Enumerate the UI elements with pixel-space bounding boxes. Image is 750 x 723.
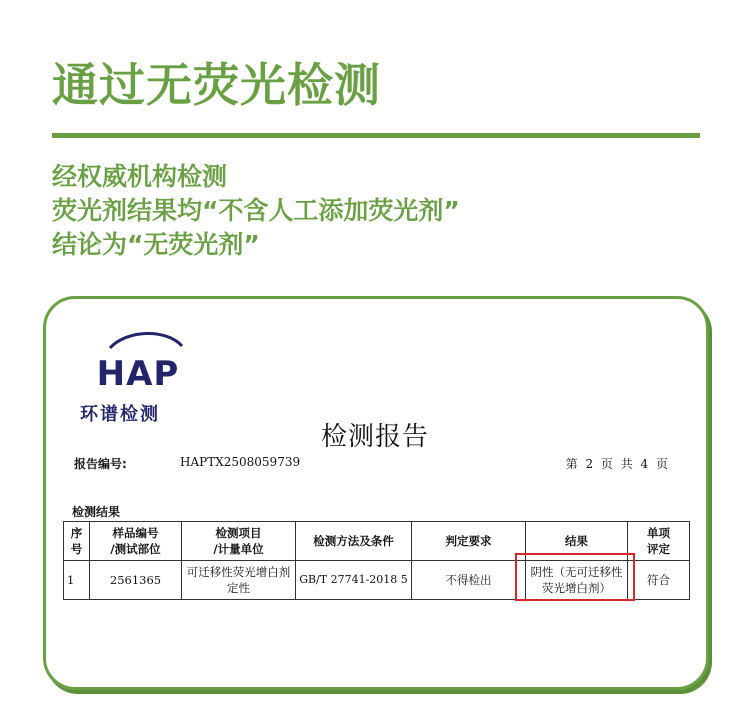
cell-rating: 符合 [628, 561, 690, 600]
page-info: 第 2 页 共 4 页 [565, 457, 670, 471]
cell-sample: 2561365 [90, 561, 182, 600]
description-line-1: 经权威机构检测 [52, 162, 228, 191]
report-number-value: HAPTX2508059739 [180, 455, 301, 469]
cell-index: 1 [64, 561, 90, 600]
header-item: 检测项目 /计量单位 [182, 522, 296, 561]
cell-item: 可迁移性荧光增白剂定性 [182, 561, 296, 600]
description-line-2: 荧光剂结果均“不含人工添加荧光剂” [52, 196, 460, 225]
hap-logo-icon [88, 330, 188, 400]
result-highlight-box [515, 553, 635, 601]
cell-result: 阴性（无可迁移性荧光增白剂） [526, 561, 628, 600]
description-line-3: 结论为“无荧光剂” [52, 230, 260, 259]
logo-text: HAP [96, 354, 180, 394]
report-number-label: 报告编号: [74, 457, 127, 471]
cell-requirement: 不得检出 [412, 561, 526, 600]
logo-cn-text: 环谱检测 [80, 404, 160, 425]
section-title: 检测结果 [72, 505, 121, 519]
heading-divider [52, 133, 700, 138]
header-result: 结果 [526, 522, 628, 561]
page-heading: 通过无荧光检测 [52, 58, 381, 112]
header-index: 序 号 [64, 522, 90, 561]
description-block [52, 160, 460, 262]
header-requirement: 判定要求 [412, 522, 526, 561]
header-rating: 单项 评定 [628, 522, 690, 561]
cell-method: GB/T 27741-2018 5 [296, 561, 412, 600]
report-title: 检测报告 [320, 422, 429, 452]
header-sample: 样品编号 /测试部位 [90, 522, 182, 561]
header-method: 检测方法及条件 [296, 522, 412, 561]
